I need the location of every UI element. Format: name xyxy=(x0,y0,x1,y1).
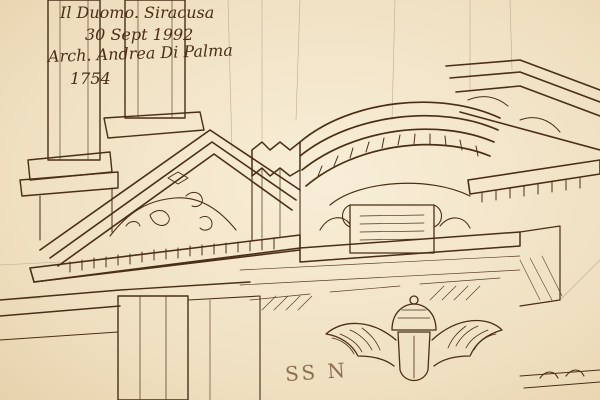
frieze-inscription: SS N xyxy=(284,357,349,387)
arched-pediment xyxy=(300,102,520,262)
lower-frieze xyxy=(240,256,562,310)
bottom-right-capital xyxy=(520,370,600,388)
annotation-year: 1754 xyxy=(70,69,111,88)
annotation-date: 30 Sept 1992 xyxy=(85,25,194,44)
left-pediment xyxy=(30,130,300,282)
lower-left-structure xyxy=(0,282,260,400)
center-stepped-cornice xyxy=(252,142,300,240)
annotation-architect: Arch. Andrea Di Palma xyxy=(47,40,234,66)
right-pediment xyxy=(446,60,600,306)
handwritten-annotation xyxy=(40,2,280,90)
annotation-title: Il Duomo. Siracusa xyxy=(60,3,215,22)
winged-crown-emblem xyxy=(326,296,502,381)
